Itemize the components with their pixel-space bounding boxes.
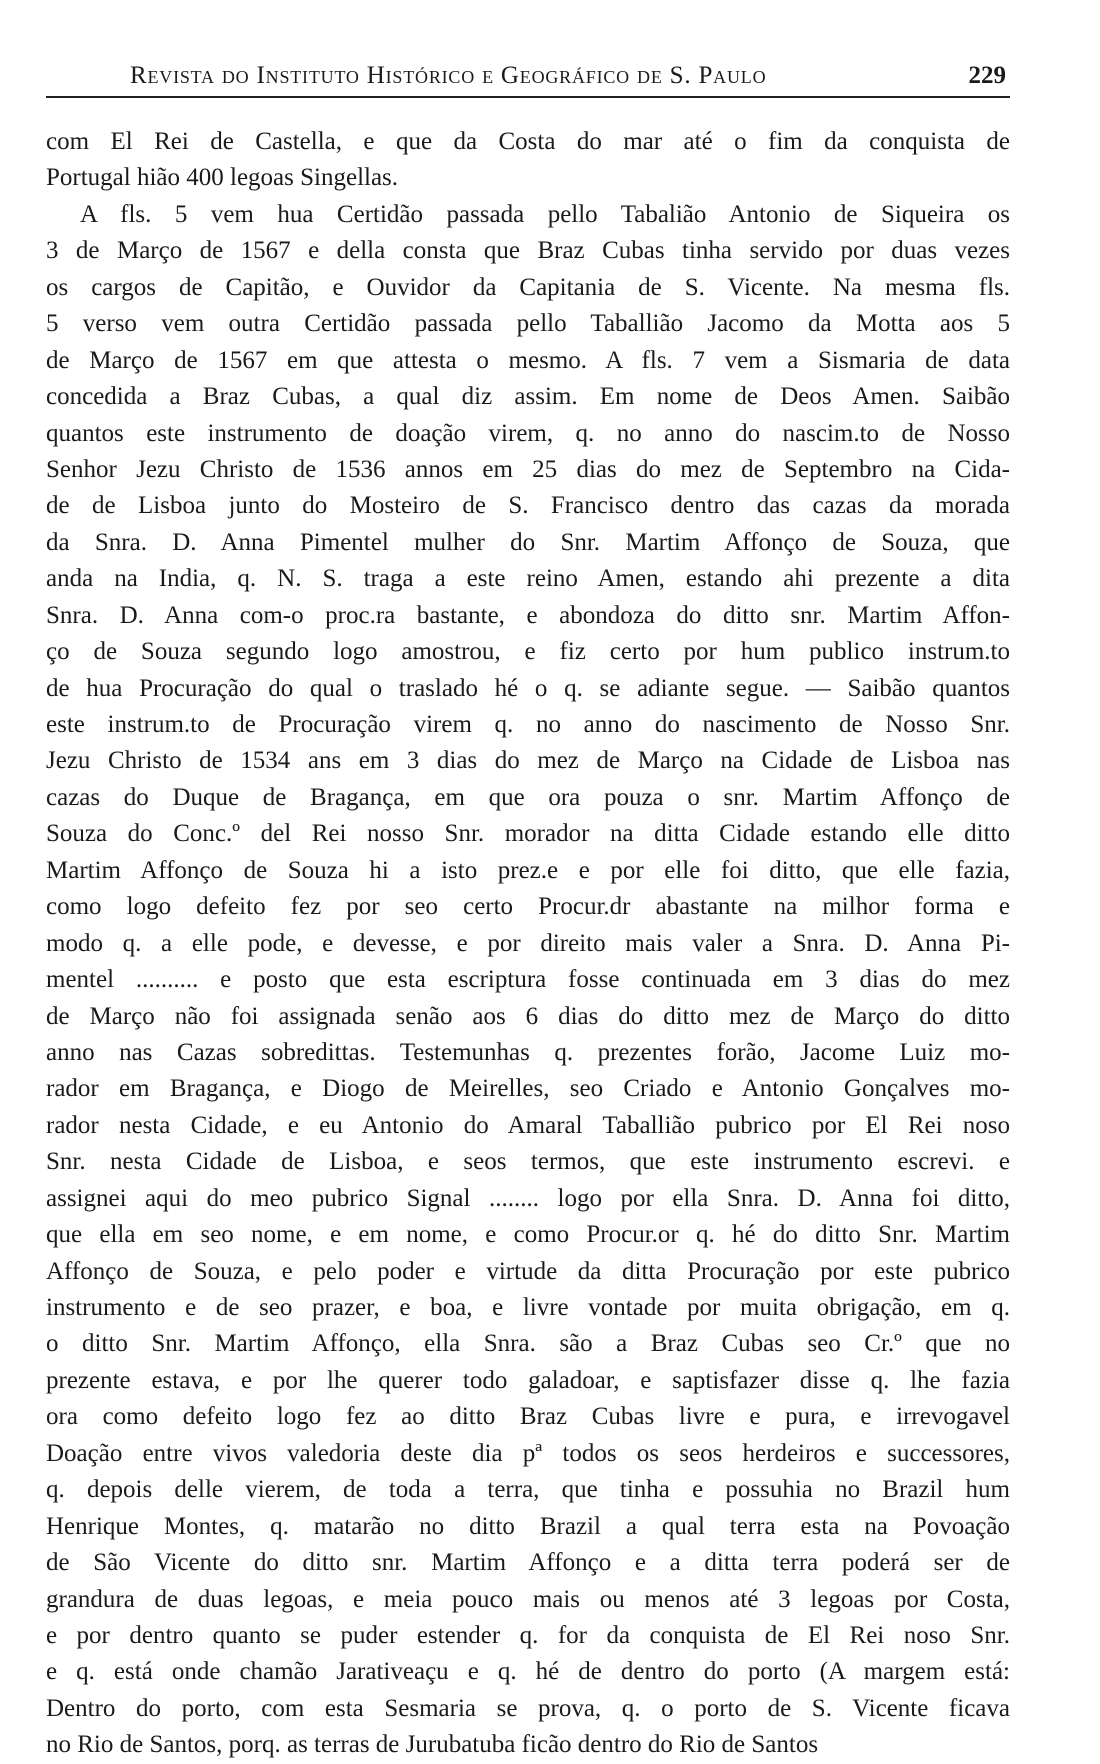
- text-line: que ella em seo nome, e em nome, e como Procur.or q. hé do ditto Snr. Martim: [46, 1221, 1010, 1249]
- text-line: Snra. D. Anna com-o proc.ra bastante, e abondoza do ditto snr. Martim Affon-: [46, 601, 1010, 629]
- text-line: este instrum.to de Procuração virem q. no anno do nascimento de Nosso Snr.: [46, 711, 1010, 738]
- text-line: cazas do Duque de Bragança, em que ora pouza o snr. Martim Affonço de: [46, 783, 1010, 811]
- text-line: concedida a Braz Cubas, a qual diz assim. Em nome de Deos Amen. Saibão: [46, 383, 1010, 411]
- text-line: e por dentro quanto se puder estender q. for da conquista de El Rei noso Snr.: [46, 1621, 1010, 1649]
- text-line: grandura de duas legoas, e meia pouco mais ou menos até 3 legoas por Costa,: [46, 1585, 1010, 1613]
- text-line: ora como defeito logo fez ao ditto Braz Cubas livre e pura, e irrevogavel: [46, 1403, 1010, 1431]
- text-line: Doação entre vivos valedoria deste dia pª todos os seos herdeiros e successores,: [46, 1439, 1010, 1467]
- text-line: de de Lisboa junto do Mosteiro de S. Francisco dentro das cazas da morada: [46, 492, 1010, 520]
- text-line: A fls. 5 vem hua Certidão passada pello Tabalião Antonio de Siqueira os: [80, 200, 1010, 228]
- text-line: mentel .......... e posto que esta escriptura fosse continuada em 3 dias do mez: [46, 966, 1010, 994]
- text-line: com El Rei de Castella, e que da Costa do mar até o fim da conquista de: [46, 128, 1010, 155]
- text-line: Affonço de Souza, e pelo poder e virtude da ditta Procuração por este pubrico: [46, 1257, 1010, 1285]
- text-line: modo q. a elle pode, e devesse, e por direito mais valer a Snra. D. Anna Pi-: [46, 929, 1010, 957]
- text-line: instrumento e de seo prazer, e boa, e livre vontade por muita obrigação, em q.: [46, 1294, 1010, 1321]
- body-text: [46, 124, 1010, 1764]
- text-line: e q. está onde chamão Jarativeaçu e q. hé de dentro do porto (A margem está:: [46, 1658, 1010, 1686]
- text-line: Portugal hião 400 legoas Singellas.: [46, 164, 399, 192]
- text-line: ço de Souza segundo logo amostrou, e fiz certo por hum publico instrum.to: [46, 638, 1010, 666]
- text-line: quantos este instrumento de doação virem, q. no anno do nascim.to de Nosso: [46, 419, 1010, 447]
- text-line: de Março de 1567 em que attesta o mesmo. A fls. 7 vem a Sismaria de data: [46, 346, 1010, 374]
- text-line: Henrique Montes, q. matarão no ditto Brazil a qual terra esta na Povoação: [46, 1512, 1010, 1540]
- journal-title: Revista do Instituto Histórico e Geográfico de S. Paulo: [130, 62, 767, 89]
- text-line: os cargos de Capitão, e Ouvidor da Capitania de S. Vicente. Na mesma fls.: [46, 273, 1010, 301]
- text-line: no Rio de Santos, porq. as terras de Jurubatuba ficão dentro do Rio de Santos: [46, 1731, 819, 1759]
- text-line: como logo defeito fez por seo certo Procur.dr abastante na milhor forma e: [46, 893, 1010, 921]
- text-line: Souza do Conc.º del Rei nosso Snr. morador na ditta Cidade estando elle ditto: [46, 820, 1010, 848]
- text-line: rador em Bragança, e Diogo de Meirelles, seo Criado e Antonio Gonçalves mo-: [46, 1075, 1010, 1103]
- text-line: anda na India, q. N. S. traga a este reino Amen, estando ahi prezente a dita: [46, 565, 1010, 593]
- running-header: [46, 60, 1010, 98]
- text-line: Snr. nesta Cidade de Lisboa, e seos termos, que este instrumento escrevi. e: [46, 1148, 1010, 1176]
- text-line: Dentro do porto, com esta Sesmaria se prova, q. o porto de S. Vicente ficava: [46, 1694, 1010, 1722]
- text-line: 3 de Março de 1567 e della consta que Braz Cubas tinha servido por duas vezes: [46, 237, 1010, 265]
- text-line: Senhor Jezu Christo de 1536 annos em 25 dias do mez de Septembro na Cida-: [46, 455, 1010, 483]
- text-line: Jezu Christo de 1534 ans em 3 dias do mez de Março na Cidade de Lisboa nas: [46, 747, 1010, 775]
- text-line: de Março não foi assignada senão aos 6 dias do ditto mez de Março do ditto: [46, 1002, 1010, 1030]
- text-line: assignei aqui do meo pubrico Signal ........ logo por ella Snra. D. Anna foi ditto,: [46, 1184, 1010, 1212]
- text-line: de hua Procuração do qual o traslado hé o q. se adiante segue. — Saibão quantos: [46, 674, 1010, 702]
- text-line: rador nesta Cidade, e eu Antonio do Amaral Taballião pubrico por El Rei noso: [46, 1111, 1010, 1139]
- text-line: o ditto Snr. Martim Affonço, ella Snra. são a Braz Cubas seo Cr.º que no: [46, 1330, 1010, 1358]
- text-line: anno nas Cazas sobredittas. Testemunhas q. prezentes forão, Jacome Luiz mo-: [46, 1038, 1010, 1066]
- text-line: q. depois delle vierem, de toda a terra, que tinha e possuhia no Brazil hum: [46, 1476, 1010, 1504]
- text-line: prezente estava, e por lhe querer todo galadoar, e saptisfazer disse q. lhe fazia: [46, 1366, 1010, 1394]
- text-line: de São Vicente do ditto snr. Martim Affonço e a ditta terra poderá ser de: [46, 1549, 1010, 1577]
- text-line: 5 verso vem outra Certidão passada pello Taballião Jacomo da Motta aos 5: [46, 310, 1010, 338]
- page-number: 229: [968, 62, 1006, 89]
- text-line: da Snra. D. Anna Pimentel mulher do Snr. Martim Affonço de Souza, que: [46, 528, 1010, 556]
- text-line: Martim Affonço de Souza hi a isto prez.e e por elle foi ditto, que elle fazia,: [46, 856, 1010, 884]
- document-page: [46, 60, 1010, 1764]
